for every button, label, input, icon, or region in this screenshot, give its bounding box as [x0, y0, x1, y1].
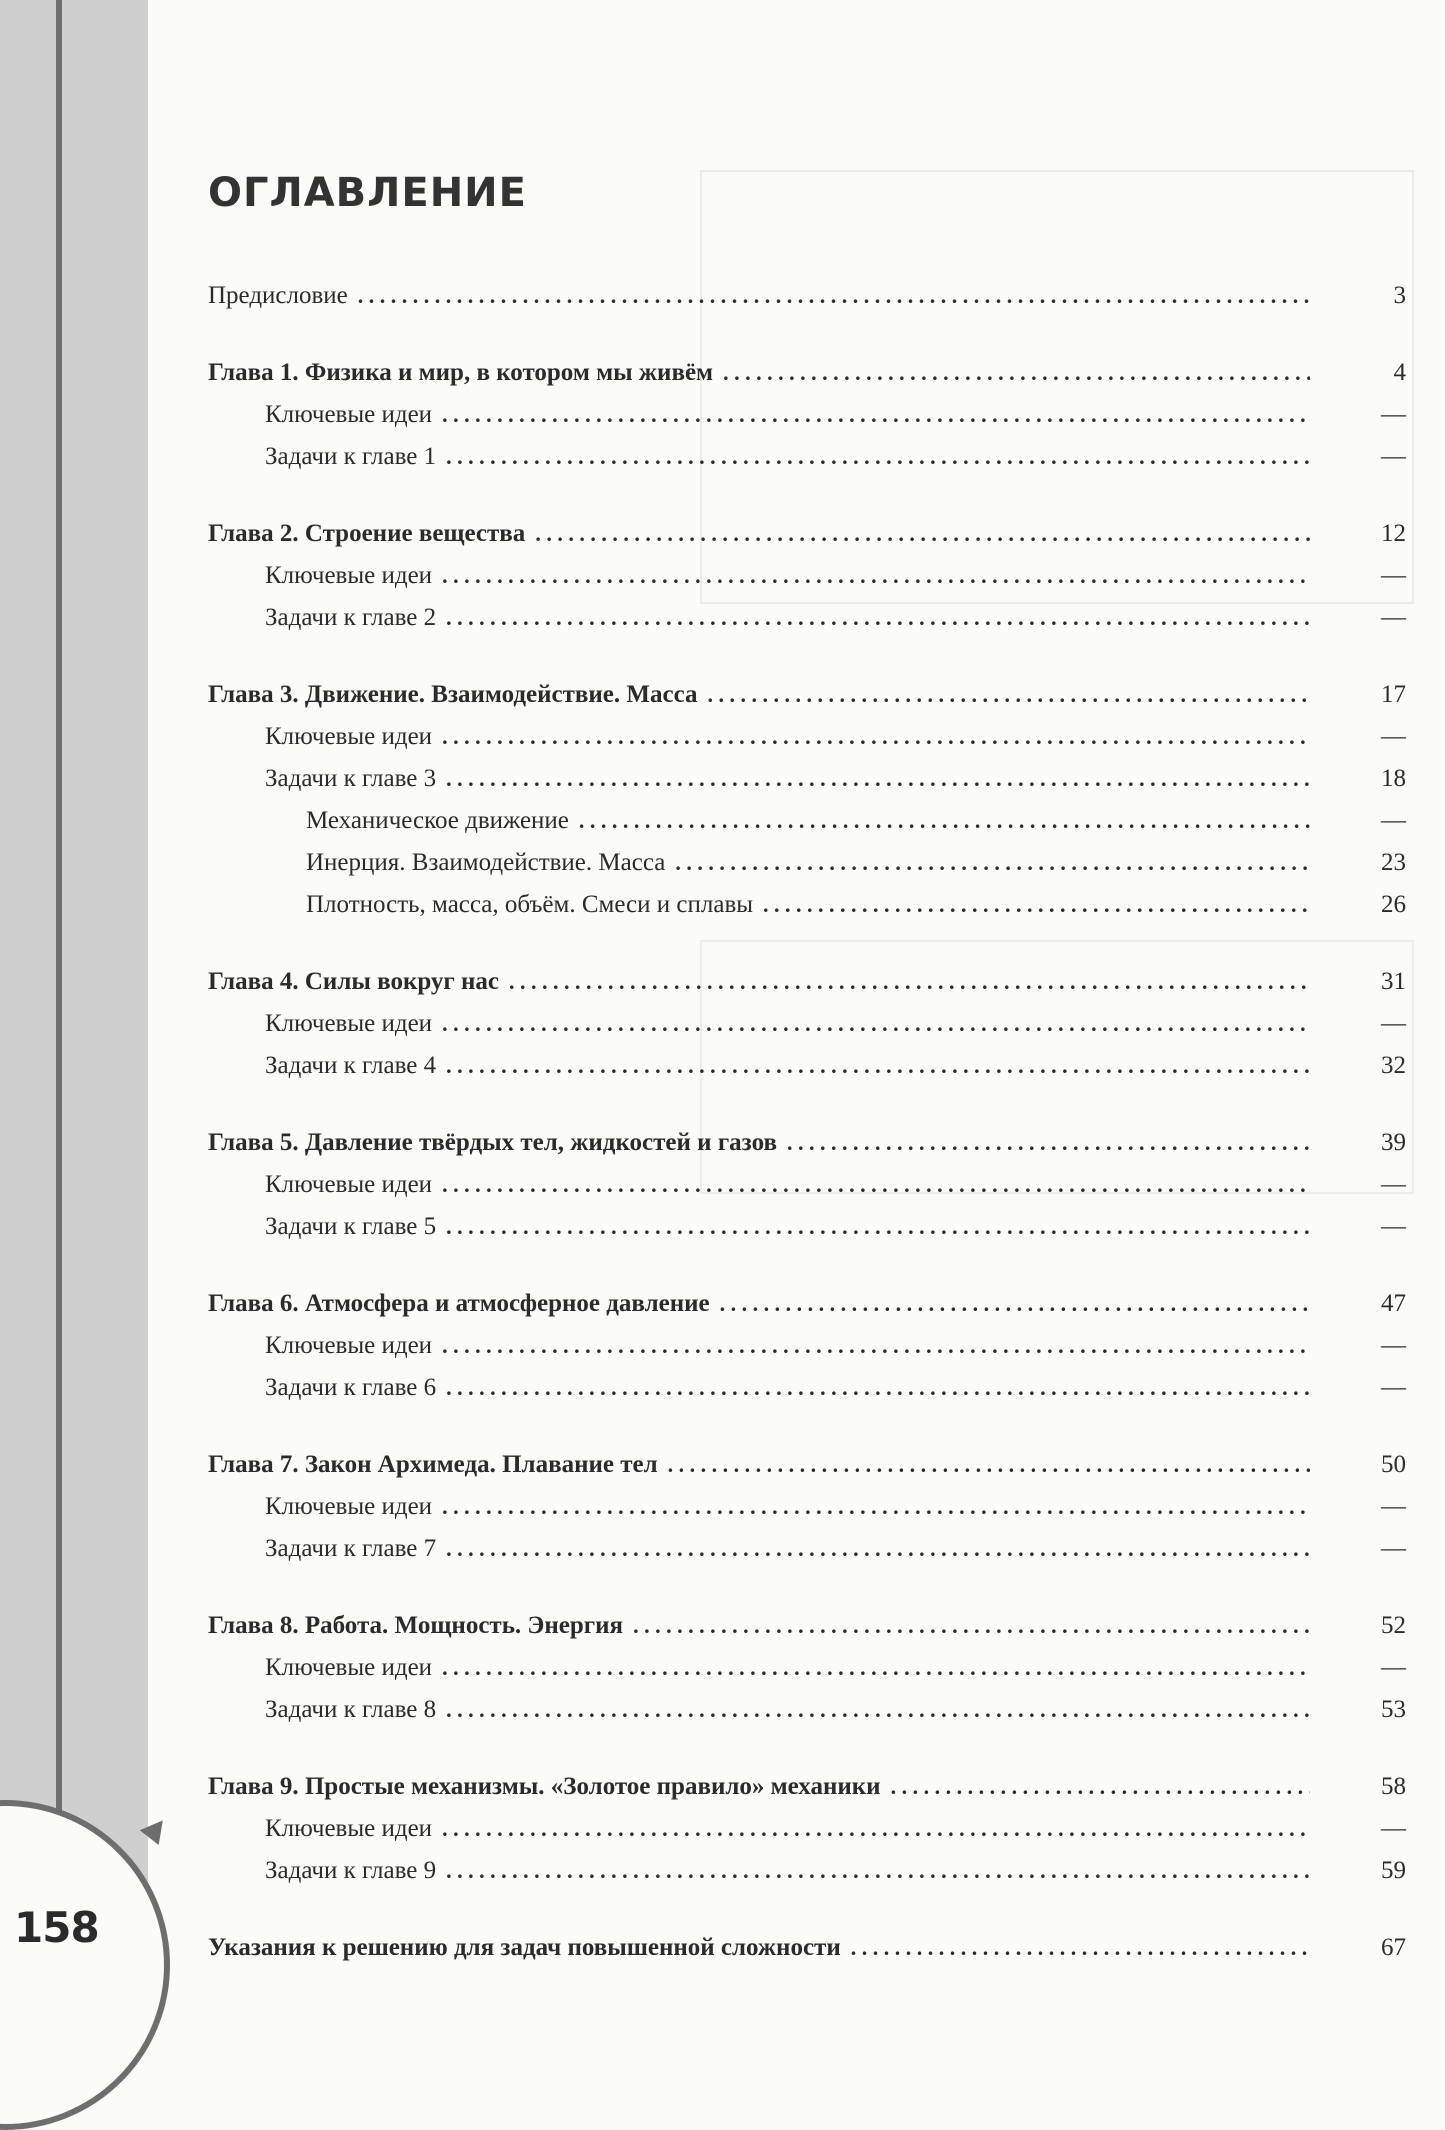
toc-entry-title: Глава 8. Работа. Мощность. Энергия	[208, 1612, 624, 1639]
toc-entry	[208, 1808, 1406, 1850]
toc-entry-page: —	[1381, 1654, 1406, 1681]
toc-entry	[208, 1045, 1406, 1087]
page-number: 158	[14, 1903, 99, 1952]
toc-entry-title: Глава 5. Давление твёрдых тел, жидкостей и газов	[208, 1129, 777, 1156]
dot-leader	[442, 1003, 1310, 1045]
dot-leader	[442, 1808, 1310, 1850]
toc-entry	[208, 1206, 1406, 1248]
toc-entry	[208, 1605, 1406, 1647]
toc-entry-page: 52	[1381, 1612, 1406, 1639]
toc-entry-page: 12	[1381, 520, 1406, 547]
toc-entry-page: 67	[1381, 1934, 1406, 1961]
dot-leader	[535, 513, 1310, 555]
toc-entry-page: —	[1381, 443, 1406, 470]
toc-entry	[208, 1486, 1406, 1528]
toc-entry-title: Задачи к главе 3	[265, 765, 437, 792]
dot-leader	[787, 1122, 1310, 1164]
dot-leader	[442, 1486, 1310, 1528]
dot-leader	[446, 436, 1310, 478]
toc-entry-title: Инерция. Взаимодействие. Масса	[306, 849, 666, 876]
dot-leader	[720, 1283, 1310, 1325]
toc-entry	[208, 1122, 1406, 1164]
dot-leader	[442, 1325, 1310, 1367]
dot-leader	[446, 597, 1310, 639]
toc-entry-page: —	[1381, 723, 1406, 750]
dot-leader	[675, 842, 1310, 884]
toc-entry	[208, 961, 1406, 1003]
toc-entry-title: Плотность, масса, объём. Смеси и сплавы	[306, 891, 754, 918]
dot-leader	[442, 716, 1310, 758]
toc-entry-title: Глава 9. Простые механизмы. «Золотое правило» механики	[208, 1773, 881, 1800]
toc-entry-page: 58	[1381, 1773, 1406, 1800]
toc-entry	[208, 758, 1406, 800]
toc-entry	[208, 884, 1406, 926]
toc-entry-title: Задачи к главе 8	[265, 1696, 437, 1723]
dot-leader	[763, 884, 1310, 926]
toc-entry	[208, 674, 1406, 716]
dot-leader	[358, 275, 1310, 317]
toc-entry	[208, 842, 1406, 884]
toc-entry	[208, 275, 1406, 317]
dot-leader	[442, 1647, 1310, 1689]
dot-leader	[446, 1689, 1310, 1731]
toc-entry-title: Глава 1. Физика и мир, в котором мы живём	[208, 359, 714, 386]
toc-entry-title: Ключевые идеи	[265, 1493, 433, 1520]
toc-entry-title: Задачи к главе 4	[265, 1052, 437, 1079]
dot-leader	[442, 555, 1310, 597]
toc-entry-title: Механическое движение	[306, 807, 569, 834]
toc-entry	[208, 1927, 1406, 1969]
toc-entry-title: Задачи к главе 2	[265, 604, 437, 631]
dot-leader	[442, 1164, 1310, 1206]
toc-entry-page: 4	[1393, 359, 1406, 386]
toc-entry-title: Ключевые идеи	[265, 1654, 433, 1681]
toc-entry-title: Задачи к главе 1	[265, 443, 437, 470]
toc-entry-title: Глава 6. Атмосфера и атмосферное давление	[208, 1290, 710, 1317]
toc-entry-page: 59	[1381, 1857, 1406, 1884]
table-of-contents	[208, 275, 1406, 1969]
toc-entry-title: Указания к решению для задач повышенной сложности	[208, 1934, 841, 1961]
toc-entry	[208, 352, 1406, 394]
dot-leader	[633, 1605, 1310, 1647]
toc-entry	[208, 1283, 1406, 1325]
toc-entry-page: —	[1381, 1213, 1406, 1240]
toc-entry-title: Ключевые идеи	[265, 1010, 433, 1037]
toc-entry-title: Глава 2. Строение вещества	[208, 520, 526, 547]
toc-entry-title: Задачи к главе 7	[265, 1535, 437, 1562]
toc-entry	[208, 1164, 1406, 1206]
toc-entry-page: 26	[1381, 891, 1406, 918]
toc-entry-page: 18	[1381, 765, 1406, 792]
toc-entry-page: 53	[1381, 1696, 1406, 1723]
toc-entry-page: —	[1381, 1493, 1406, 1520]
dot-leader	[891, 1766, 1310, 1808]
toc-entry-page: —	[1381, 604, 1406, 631]
dot-leader	[442, 394, 1310, 436]
toc-entry	[208, 555, 1406, 597]
toc-entry-page: —	[1381, 1815, 1406, 1842]
dot-leader	[668, 1444, 1310, 1486]
toc-entry-page: —	[1381, 401, 1406, 428]
toc-entry-title: Глава 7. Закон Архимеда. Плавание тел	[208, 1451, 658, 1478]
toc-entry	[208, 394, 1406, 436]
toc-entry-title: Задачи к главе 5	[265, 1213, 437, 1240]
dot-leader	[446, 1528, 1310, 1570]
toc-entry-page: 3	[1393, 282, 1406, 309]
toc-entry	[208, 1528, 1406, 1570]
toc-entry	[208, 800, 1406, 842]
toc-entry-title: Ключевые идеи	[265, 723, 433, 750]
dot-leader	[446, 1367, 1310, 1409]
toc-entry	[208, 1647, 1406, 1689]
dot-leader	[446, 758, 1310, 800]
toc-entry-title: Задачи к главе 9	[265, 1857, 437, 1884]
margin-rule	[56, 0, 62, 1860]
toc-entry	[208, 1444, 1406, 1486]
toc-entry	[208, 436, 1406, 478]
dot-leader	[708, 674, 1311, 716]
dot-leader	[579, 800, 1310, 842]
toc-entry-title: Предисловие	[208, 282, 348, 309]
dot-leader	[446, 1850, 1310, 1892]
toc-entry	[208, 1689, 1406, 1731]
toc-entry-page: 47	[1381, 1290, 1406, 1317]
toc-entry-title: Ключевые идеи	[265, 1815, 433, 1842]
toc-entry	[208, 513, 1406, 555]
toc-entry	[208, 716, 1406, 758]
toc-entry-title: Задачи к главе 6	[265, 1374, 437, 1401]
toc-entry-page: 39	[1381, 1129, 1406, 1156]
dot-leader	[509, 961, 1310, 1003]
toc-entry-page: 32	[1381, 1052, 1406, 1079]
toc-entry-page: —	[1381, 1535, 1406, 1562]
dot-leader	[446, 1206, 1310, 1248]
toc-entry	[208, 1325, 1406, 1367]
page-title: ОГЛАВЛЕНИЕ	[208, 170, 527, 216]
toc-entry-page: —	[1381, 1332, 1406, 1359]
toc-entry-page: 23	[1381, 849, 1406, 876]
toc-entry	[208, 1850, 1406, 1892]
toc-entry	[208, 1367, 1406, 1409]
toc-entry-title: Глава 3. Движение. Взаимодействие. Масса	[208, 681, 698, 708]
toc-entry-title: Глава 4. Силы вокруг нас	[208, 968, 500, 995]
dot-leader	[723, 352, 1310, 394]
toc-entry	[208, 1766, 1406, 1808]
page-margin-strip	[0, 0, 148, 2015]
toc-entry-page: —	[1381, 1374, 1406, 1401]
toc-entry-page: 31	[1381, 968, 1406, 995]
toc-entry-title: Ключевые идеи	[265, 1332, 433, 1359]
dot-leader	[446, 1045, 1310, 1087]
toc-entry-title: Ключевые идеи	[265, 401, 433, 428]
toc-entry-page: 50	[1381, 1451, 1406, 1478]
dot-leader	[851, 1927, 1310, 1969]
toc-entry	[208, 597, 1406, 639]
toc-entry-page: —	[1381, 1010, 1406, 1037]
toc-entry-page: —	[1381, 807, 1406, 834]
toc-entry-page: —	[1381, 562, 1406, 589]
toc-entry-page: —	[1381, 1171, 1406, 1198]
toc-entry-page: 17	[1381, 681, 1406, 708]
toc-entry	[208, 1003, 1406, 1045]
toc-entry-title: Ключевые идеи	[265, 1171, 433, 1198]
toc-entry-title: Ключевые идеи	[265, 562, 433, 589]
